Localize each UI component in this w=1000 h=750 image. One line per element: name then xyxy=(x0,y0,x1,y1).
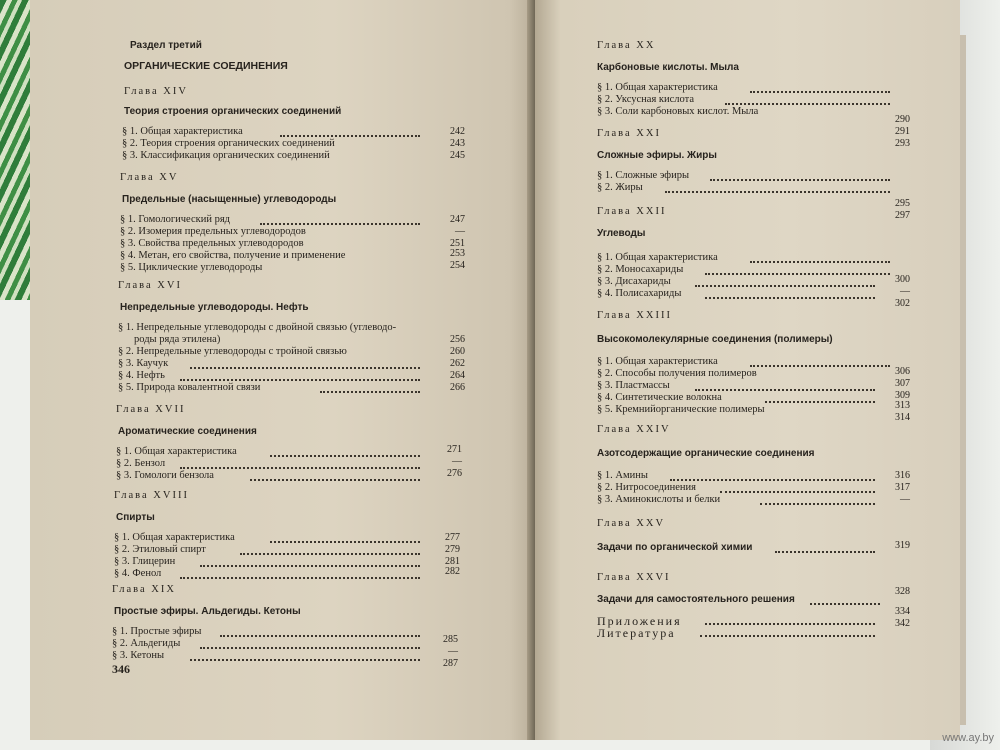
leader-dots xyxy=(750,88,890,93)
page-ref: 264 xyxy=(450,370,465,381)
toc-entry: § 1. Сложные эфиры xyxy=(597,170,689,181)
page-ref: 319 xyxy=(895,540,910,551)
toc-entry: § 3. Дисахариды xyxy=(597,276,671,287)
leader-dots xyxy=(190,364,420,369)
toc-entry: § 1. Непредельные углеводороды с двойной связью (углеводо- xyxy=(118,322,397,333)
page-ref: — xyxy=(455,226,465,237)
chapter-label: Глава XXV xyxy=(597,518,666,529)
toc-entry: § 3. Кетоны xyxy=(112,650,165,661)
chapter-label: Глава XXIV xyxy=(597,424,671,435)
toc-entry: § 3. Гомологи бензола xyxy=(116,470,214,481)
toc-entry: § 3. Каучук xyxy=(118,358,169,369)
page-ref: 245 xyxy=(450,150,465,161)
toc-entry: § 5. Циклические углеводороды xyxy=(120,262,263,273)
leader-dots xyxy=(190,656,420,661)
toc-entry: § 1. Простые эфиры xyxy=(112,626,202,637)
chapter-title: Задачи для самостоятельного решения xyxy=(597,594,795,605)
toc-entry: § 2. Жиры xyxy=(597,182,643,193)
toc-entry: § 2. Альдегиды xyxy=(112,638,181,649)
chapter-label: Глава XV xyxy=(120,172,179,183)
chapter-title: Непредельные углеводороды. Нефть xyxy=(120,302,309,313)
toc-entry: § 3. Аминокислоты и белки xyxy=(597,494,721,505)
toc-entry: § 1. Общая характеристика xyxy=(122,126,243,137)
chapter-label: Глава XXII xyxy=(597,206,667,217)
page-ref: 282 xyxy=(445,566,460,577)
page-ref: 309 xyxy=(895,390,910,401)
page-ref: 306 xyxy=(895,366,910,377)
right-page xyxy=(535,0,960,740)
toc-entry: § 4. Фенол xyxy=(114,568,162,579)
page-ref: 256 xyxy=(450,334,465,345)
page-ref: 334 xyxy=(895,606,910,617)
leader-dots xyxy=(320,388,420,393)
leader-dots xyxy=(240,550,420,555)
toc-entry: § 1. Общая характеристика xyxy=(114,532,235,543)
toc-entry: § 2. Нитросоединения xyxy=(597,482,696,493)
page-ref: 342 xyxy=(895,618,910,629)
leader-dots xyxy=(810,600,880,605)
page-ref: 260 xyxy=(450,346,465,357)
leader-dots xyxy=(750,258,890,263)
page-ref: 307 xyxy=(895,378,910,389)
leader-dots xyxy=(180,464,420,469)
page-ref: 253 xyxy=(450,248,465,259)
toc-entry: § 5. Кремнийорганические полимеры xyxy=(597,404,765,415)
chapter-title: Предельные (насыщенные) углеводороды xyxy=(122,194,337,205)
page-ref: 285 xyxy=(443,634,458,645)
page-ref: 262 xyxy=(450,358,465,369)
toc-entry: § 3. Пластмассы xyxy=(597,380,670,391)
page-ref: 295 xyxy=(895,198,910,209)
leader-dots xyxy=(220,632,420,637)
page-ref: 271 xyxy=(447,444,462,455)
page-ref: 279 xyxy=(445,544,460,555)
page-ref: — xyxy=(900,286,910,297)
page-ref: 242 xyxy=(450,126,465,137)
toc-entry: § 1. Гомологический ряд xyxy=(120,214,230,225)
chapter-title: Задачи по органической химии xyxy=(597,542,753,553)
page-ref: — xyxy=(452,456,462,467)
toc-entry: § 2. Способы получения полимеров xyxy=(597,368,757,379)
chapter-title: Углеводы xyxy=(597,228,646,239)
leader-dots xyxy=(280,132,420,137)
leader-dots xyxy=(705,294,875,299)
toc-entry: § 1. Общая характеристика xyxy=(116,446,237,457)
leader-dots xyxy=(720,488,875,493)
page-ref: 291 xyxy=(895,126,910,137)
toc-entry: § 2. Моносахариды xyxy=(597,264,684,275)
part-title: ОРГАНИЧЕСКИЕ СОЕДИНЕНИЯ xyxy=(124,60,288,72)
chapter-title: Спирты xyxy=(116,512,155,523)
toc-entry: § 3. Классификация органических соединений xyxy=(122,150,330,161)
leader-dots xyxy=(775,548,875,553)
page-ref: 266 xyxy=(450,382,465,393)
open-book xyxy=(30,0,960,750)
leader-dots xyxy=(760,500,875,505)
toc-entry: § 2. Изомерия предельных углеводородов xyxy=(120,226,306,237)
toc-entry: § 3. Свойства предельных углеводородов xyxy=(120,238,304,249)
leader-dots xyxy=(200,644,420,649)
leader-dots xyxy=(710,176,890,181)
leader-dots xyxy=(750,362,890,367)
leader-dots xyxy=(765,398,875,403)
page-ref: 277 xyxy=(445,532,460,543)
toc-entry: § 2. Уксусная кислота xyxy=(597,94,695,105)
leader-dots xyxy=(200,562,420,567)
chapter-label: Глава XVII xyxy=(116,404,186,415)
toc-entry: § 5. Природа ковалентной связи xyxy=(118,382,261,393)
page-ref: 290 xyxy=(895,114,910,125)
page-ref: 297 xyxy=(895,210,910,221)
leader-dots xyxy=(700,632,875,637)
toc-entry: § 1. Общая характеристика xyxy=(597,356,718,367)
page-ref: 317 xyxy=(895,482,910,493)
leader-dots xyxy=(270,452,420,457)
literature-entry: Литература xyxy=(597,626,676,640)
chapter-label: Глава XVIII xyxy=(114,490,189,501)
watermark: www.ay.by xyxy=(942,732,994,744)
leader-dots xyxy=(695,282,875,287)
toc-entry: § 1. Общая характеристика xyxy=(597,252,718,263)
page-ref: 316 xyxy=(895,470,910,481)
chapter-label: Глава XVI xyxy=(118,280,182,291)
chapter-title: Высокомолекулярные соединения (полимеры) xyxy=(597,334,833,345)
toc-entry: § 4. Полисахариды xyxy=(597,288,682,299)
chapter-title: Азотсодержащие органические соединения xyxy=(597,448,815,459)
toc-entry: § 2. Бензол xyxy=(116,458,166,469)
toc-entry: § 1. Общая характеристика xyxy=(597,82,718,93)
toc-entry: § 1. Амины xyxy=(597,470,648,481)
section-label: Раздел третий xyxy=(130,40,202,51)
toc-entry: § 2. Этиловый спирт xyxy=(114,544,206,555)
leader-dots xyxy=(705,270,890,275)
leader-dots xyxy=(670,476,875,481)
page-ref: — xyxy=(448,646,458,657)
page-ref: 254 xyxy=(450,260,465,271)
chapter-label: Глава XX xyxy=(597,40,656,51)
leader-dots xyxy=(250,476,420,481)
page-ref: 313 xyxy=(895,400,910,411)
leader-dots xyxy=(180,574,420,579)
toc-entry: § 4. Нефть xyxy=(118,370,165,381)
toc-entry: § 2. Непредельные углеводороды с тройной связью xyxy=(118,346,347,357)
chapter-label: Глава XXVI xyxy=(597,572,671,583)
page-number: 346 xyxy=(112,662,130,676)
leader-dots xyxy=(180,376,420,381)
chapter-label: Глава XXIII xyxy=(597,310,672,321)
page-ref: 287 xyxy=(443,658,458,669)
toc-entry: § 3. Глицерин xyxy=(114,556,176,567)
chapter-title: Сложные эфиры. Жиры xyxy=(597,150,717,161)
page-ref: 328 xyxy=(895,586,910,597)
page-ref: 300 xyxy=(895,274,910,285)
chapter-title: Теория строения органических соединений xyxy=(124,106,342,117)
page-ref: 281 xyxy=(445,556,460,567)
chapter-label: Глава XIX xyxy=(112,584,176,595)
appendix-entry: Приложения xyxy=(597,614,682,628)
toc-entry-cont: роды ряда этилена) xyxy=(134,334,221,345)
toc-entry: § 3. Соли карбоновых кислот. Мыла xyxy=(597,106,759,117)
page-ref: 302 xyxy=(895,298,910,309)
page-ref: 276 xyxy=(447,468,462,479)
chapter-title: Простые эфиры. Альдегиды. Кетоны xyxy=(114,606,301,617)
page-ref: 247 xyxy=(450,214,465,225)
leader-dots xyxy=(270,538,420,543)
chapter-title: Карбоновые кислоты. Мыла xyxy=(597,62,739,73)
page-ref: 293 xyxy=(895,138,910,149)
left-page xyxy=(30,0,535,740)
page-ref: 251 xyxy=(450,238,465,249)
leader-dots xyxy=(725,100,890,105)
toc-entry: § 2. Теория строения органических соединений xyxy=(122,138,335,149)
chapter-label: Глава XXI xyxy=(597,128,661,139)
page-ref: 314 xyxy=(895,412,910,423)
leader-dots xyxy=(260,220,420,225)
page-ref: — xyxy=(900,494,910,505)
leader-dots xyxy=(665,188,890,193)
toc-entry: § 4. Синтетические волокна xyxy=(597,392,722,403)
leader-dots xyxy=(695,386,875,391)
page-ref: 243 xyxy=(450,138,465,149)
leader-dots xyxy=(705,620,875,625)
chapter-title: Ароматические соединения xyxy=(118,426,257,437)
chapter-label: Глава XIV xyxy=(124,86,188,97)
toc-entry: § 4. Метан, его свойства, получение и применение xyxy=(120,250,346,261)
